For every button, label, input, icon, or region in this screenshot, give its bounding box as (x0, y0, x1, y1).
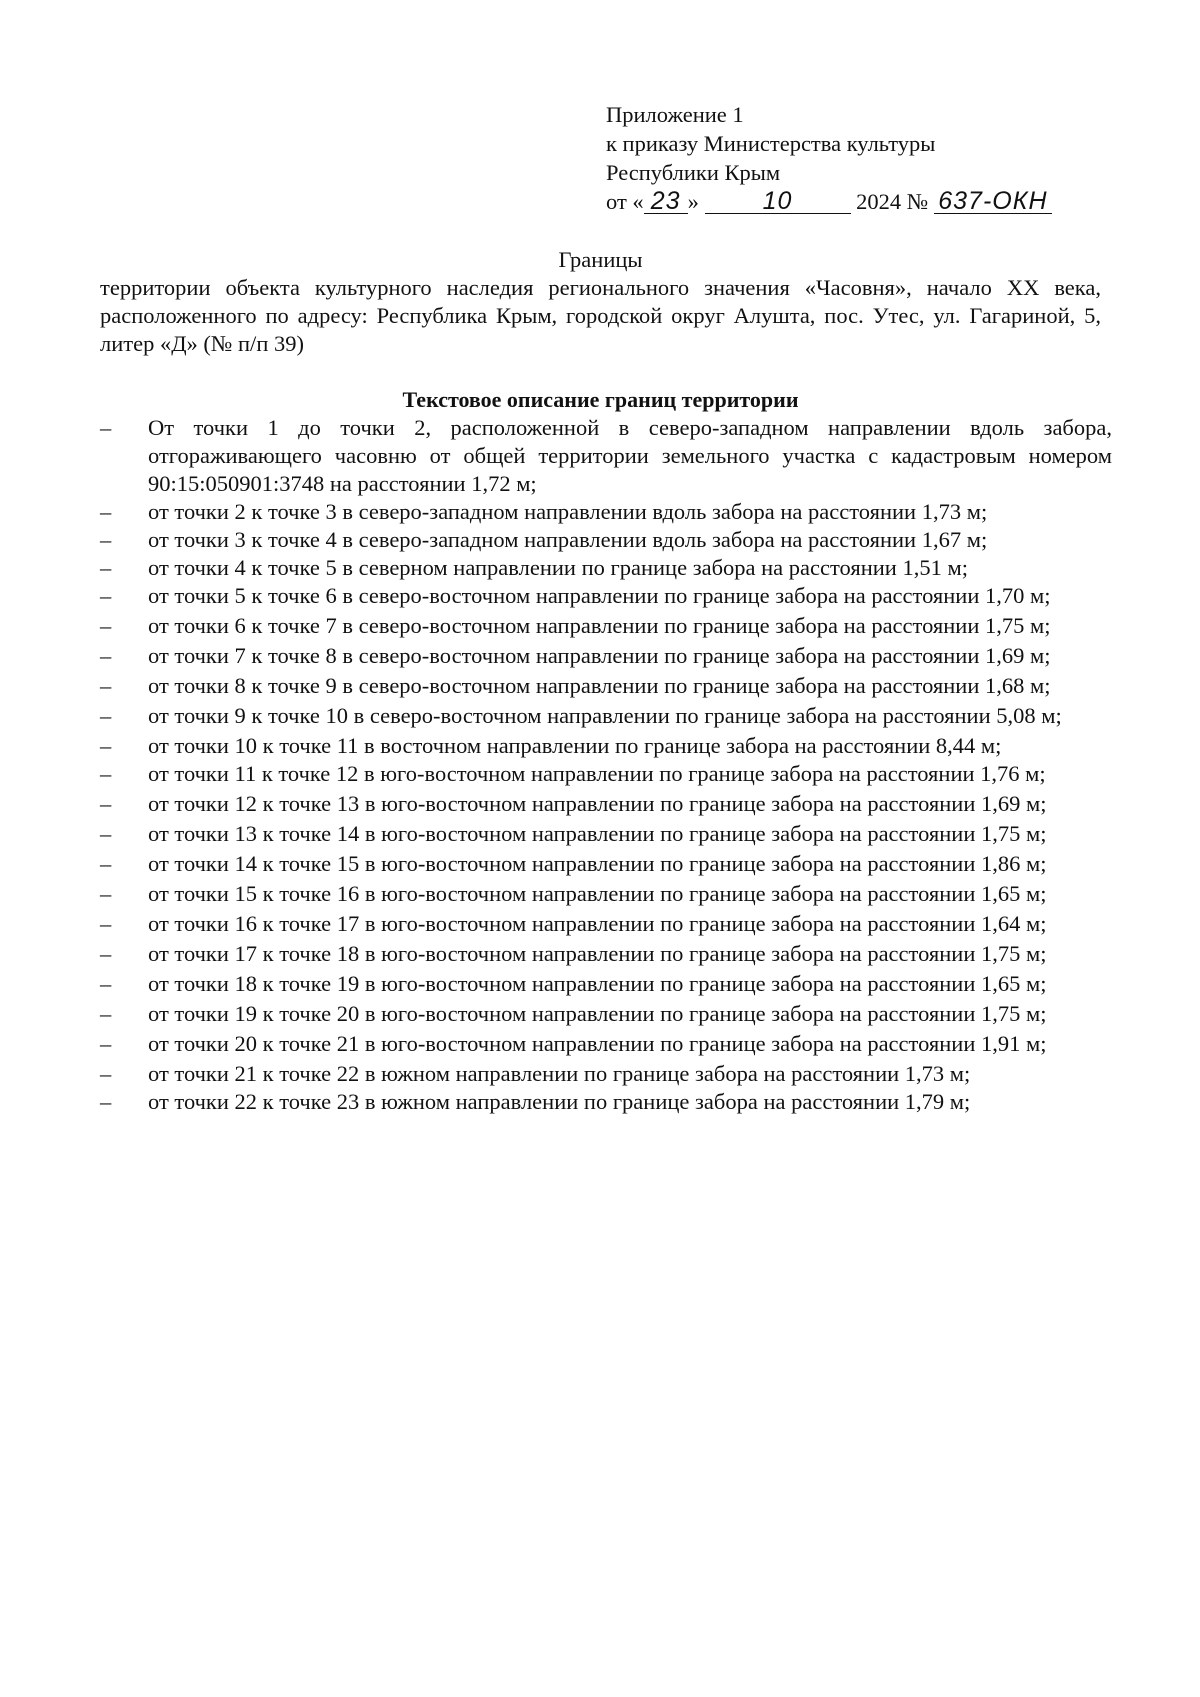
date-month-handwritten: 10 (705, 189, 851, 214)
list-item (100, 880, 1112, 908)
list-item-text: от точки 18 к точке 19 в юго-восточном направлении по границе забора на расстоянии 1,65 м; (148, 971, 1047, 996)
list-item (100, 642, 1112, 670)
list-dash: – (100, 1031, 112, 1056)
appendix-label: Приложение 1 (606, 102, 744, 127)
ministry-region: Республики Крым (606, 160, 781, 185)
date-day-handwritten: 23 (644, 189, 688, 214)
list-item-text: от точки 7 к точке 8 в северо-восточном направлении по границе забора на расстоянии 1,69 м; (148, 643, 1051, 668)
list-item (100, 498, 1112, 526)
list-dash: – (100, 673, 112, 698)
list-dash: – (100, 911, 112, 936)
list-item (100, 1000, 1112, 1028)
list-dash: – (100, 1089, 112, 1114)
list-dash: – (100, 761, 112, 786)
appendix-header (606, 100, 1052, 216)
list-item (100, 820, 1112, 848)
list-dash: – (100, 415, 112, 440)
order-reference: к приказу Министерства культуры (606, 131, 936, 156)
list-item-text: от точки 20 к точке 21 в юго-восточном направлении по границе забора на расстоянии 1,91 м; (148, 1031, 1047, 1056)
list-dash: – (100, 881, 112, 906)
list-item-text: от точки 21 к точке 22 в южном направлении по границе забора на расстоянии 1,73 м; (148, 1061, 971, 1086)
list-item (100, 850, 1112, 878)
order-number-handwritten: 637-ОКН (934, 189, 1052, 214)
list-item (100, 790, 1112, 818)
list-item-text: От точки 1 до точки 2, расположенной в северо-западном направлении вдоль забора, отгораживающего часовню от общей территории земельного участка с кадастровым номером 90:15:050901:3748 на расстоянии 1,72 м; (148, 415, 1112, 496)
list-dash: – (100, 703, 112, 728)
list-item-text: от точки 3 к точке 4 в северо-западном направлении вдоль забора на расстоянии 1,67 м; (148, 527, 988, 552)
list-item (100, 554, 1112, 582)
list-item (100, 760, 1112, 788)
list-dash: – (100, 555, 112, 580)
list-item (100, 732, 1112, 760)
list-item (100, 1060, 1112, 1088)
list-item-text: от точки 4 к точке 5 в северном направлении по границе забора на расстоянии 1,51 м; (148, 555, 968, 580)
list-item (100, 414, 1112, 498)
boundary-description-list (100, 414, 1112, 1116)
list-item-text: от точки 12 к точке 13 в юго-восточном направлении по границе забора на расстоянии 1,69 м; (148, 791, 1047, 816)
list-item-text: от точки 6 к точке 7 в северо-восточном направлении по границе забора на расстоянии 1,75 м; (148, 613, 1051, 638)
list-dash: – (100, 941, 112, 966)
list-dash: – (100, 643, 112, 668)
list-item (100, 582, 1112, 610)
list-dash: – (100, 851, 112, 876)
list-dash: – (100, 527, 112, 552)
list-item-text: от точки 11 к точке 12 в юго-восточном направлении по границе забора на расстоянии 1,76 м; (148, 761, 1046, 786)
list-item-text: от точки 9 к точке 10 в северо-восточном направлении по границе забора на расстоянии 5,08 м; (148, 703, 1062, 728)
list-item-text: от точки 19 к точке 20 в юго-восточном направлении по границе забора на расстоянии 1,75 м; (148, 1001, 1047, 1026)
list-dash: – (100, 613, 112, 638)
list-item (100, 702, 1112, 730)
date-prefix: от « (606, 189, 644, 214)
list-item-text: от точки 16 к точке 17 в юго-восточном направлении по границе забора на расстоянии 1,64 м; (148, 911, 1047, 936)
document-title: Границы (558, 247, 643, 272)
list-dash: – (100, 791, 112, 816)
list-item-text: от точки 22 к точке 23 в южном направлении по границе забора на расстоянии 1,79 м; (148, 1089, 971, 1114)
list-item (100, 1030, 1112, 1058)
list-item (100, 970, 1112, 998)
list-dash: – (100, 583, 112, 608)
list-item-text: от точки 14 к точке 15 в юго-восточном направлении по границе забора на расстоянии 1,86 м; (148, 851, 1047, 876)
list-item-text: от точки 10 к точке 11 в восточном направлении по границе забора на расстоянии 8,44 м; (148, 733, 1002, 758)
date-mid: » (687, 189, 699, 214)
list-item (100, 526, 1112, 554)
list-dash: – (100, 1061, 112, 1086)
list-item (100, 612, 1112, 640)
list-item (100, 940, 1112, 968)
section-subtitle: Текстовое описание границ территории (402, 387, 799, 412)
order-date-line (606, 187, 1052, 216)
list-dash: – (100, 821, 112, 846)
list-dash: – (100, 971, 112, 996)
list-dash: – (100, 499, 112, 524)
document-intro: территории объекта культурного наследия регионального значения «Часовня», начало XX века, расположенного по адресу: Республика Крым, городской округ Алушта, пос. Утес, ул. Гагариной, 5, литер «Д» (№ п/п 39) (100, 275, 1101, 356)
list-item-text: от точки 15 к точке 16 в юго-восточном направлении по границе забора на расстоянии 1,65 м; (148, 881, 1047, 906)
list-item-text: от точки 17 к точке 18 в юго-восточном направлении по границе забора на расстоянии 1,75 м; (148, 941, 1047, 966)
list-item-text: от точки 8 к точке 9 в северо-восточном направлении по границе забора на расстоянии 1,68 м; (148, 673, 1051, 698)
list-item (100, 672, 1112, 700)
list-dash: – (100, 733, 112, 758)
date-year: 2024 № (856, 189, 929, 214)
list-item-text: от точки 5 к точке 6 в северо-восточном направлении по границе забора на расстоянии 1,70 м; (148, 583, 1051, 608)
list-item (100, 910, 1112, 938)
list-item-text: от точки 13 к точке 14 в юго-восточном направлении по границе забора на расстоянии 1,75 м; (148, 821, 1047, 846)
list-dash: – (100, 1001, 112, 1026)
list-item-text: от точки 2 к точке 3 в северо-западном направлении вдоль забора на расстоянии 1,73 м; (148, 499, 988, 524)
list-item (100, 1088, 1112, 1116)
